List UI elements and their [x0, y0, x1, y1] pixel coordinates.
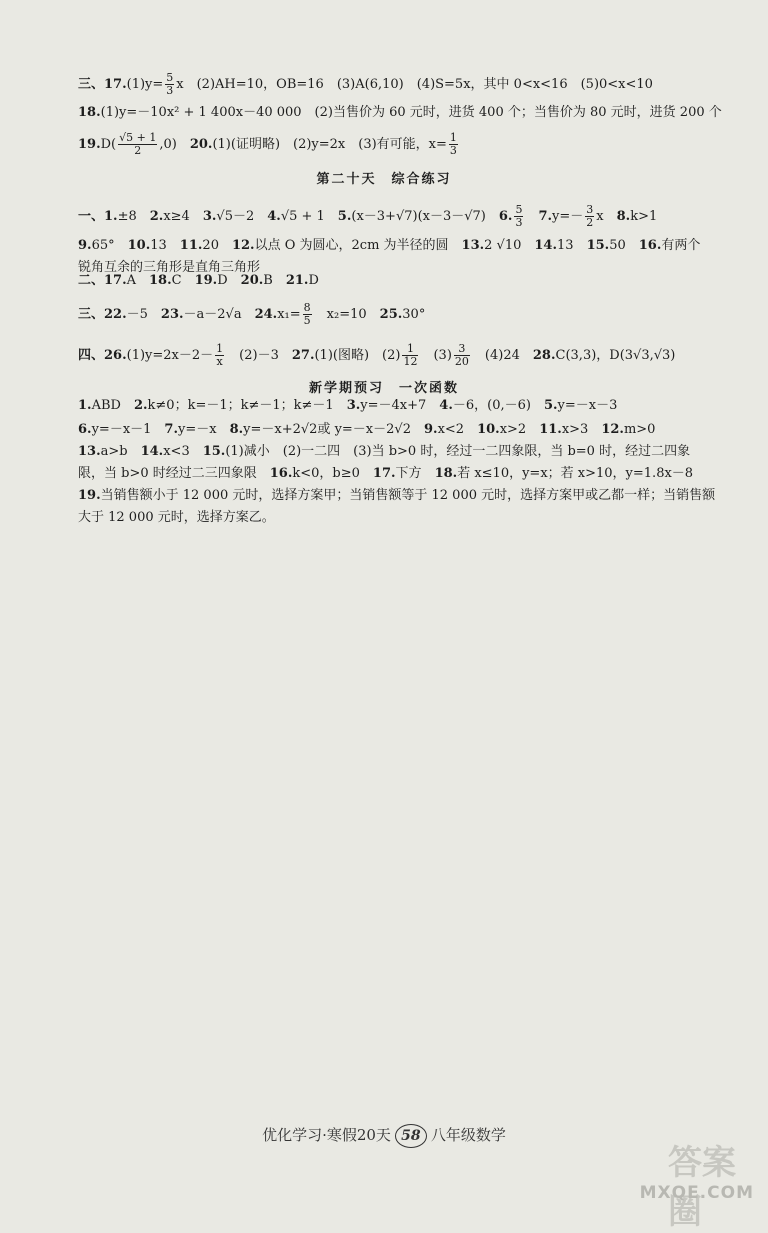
answer-line-p1-5: 1.ABD 2.k≠0；k=－1；k≠－1；k≠－1 3.y=－4x+7 4.－6，(0,－6) 5.y=－x－3 [78, 398, 618, 413]
fraction: $\frac{5}{3}$ [515, 203, 523, 229]
watermark-logo-text: 答案圈 [668, 1143, 736, 1232]
grade-subject: 八年级数学 [430, 1126, 506, 1144]
page-number: 58 [395, 1124, 427, 1148]
watermark-logo [639, 1135, 760, 1232]
fraction: $\frac{1}{x}$ [216, 342, 224, 368]
answer-line-18: 18.(1)y=－10x² + 1 400x－40 000 (2)当售价为 60 元时，进货 400 个；当售价为 80 元时，进货 200 个 [78, 105, 722, 120]
fraction: $\frac{3}{2}$ [586, 203, 594, 229]
fraction: $\frac{5}{3}$ [166, 71, 174, 97]
answer-line-9-16: 9.65° 10.13 11.20 12.以点 O 为圆心，2cm 为半径的圆 13.2 √10 14.13 15.50 16.有两个 [78, 238, 701, 253]
fraction: $\frac{8}{5}$ [303, 301, 311, 327]
watermark-site-text: MXQE.COM [639, 1183, 754, 1203]
answer-line-p13-15: 13.a>b 14.x<3 15.(1)减小 (2)一二四 (3)当 b>0 时，经过一二四象限，当 b=0 时，经过二四象 [78, 444, 691, 459]
answer-line-17-21: 二、17.A 18.C 19.D 20.B 21.D [78, 273, 319, 288]
fraction: $\frac{1}{3}$ [449, 131, 457, 157]
answer-line-22-25: 三、22.－5 23.－a－2√a 24.x₁= $\frac{8}{5}$ x₂=10 25.30° [78, 301, 426, 327]
answer-line-p6-12: 6.y=－x－1 7.y=－x 8.y=－x+2√2或 y=－x－2√2 9.x<2 10.x>2 11.x>3 12.m>0 [78, 422, 656, 437]
answer-line-16-cont: 锐角互余的三角形是直角三角形 [78, 260, 261, 275]
section-heading-preview: 新学期预习 一次函数 [308, 381, 459, 396]
answer-line-p19-cont: 大于 12 000 元时，选择方案乙。 [78, 510, 275, 525]
answer-line-26-28: 四、26.(1)y=2x－2－ $\frac{1}{x}$ (2)－3 27.(1)(图略) (2) $\frac{1}{12}$ (3) $\frac{3}{20}$ (4)24 28.C(3,3)，D(3√3,√3) [78, 342, 676, 368]
answer-line-17: 三、17.(1)y= $\frac{5}{3}$ x (2)AH=10，OB=16 (3)A(6,10) (4)S=5x，其中 0<x<16 (5)0<x<10 [78, 71, 653, 97]
section-heading-day20: 第二十天 综合练习 [316, 172, 452, 187]
answer-line-p15-18: 限，当 b>0 时经过二三四象限 16.k<0，b≥0 17.下方 18.若 x≤10，y=x；若 x>10，y=1.8x－8 [78, 466, 694, 481]
answer-line-1-8: 一、1.±8 2.x≥4 3.√5－2 4.√5 + 1 5.(x－3+√7)(x－3－√7) 6. $\frac{5}{3}$ 7.y=－ $\frac{3}{2}$ x 8.k>1 [78, 203, 658, 229]
page-footer [0, 1124, 768, 1148]
fraction: $\frac{√5 + 1}{2}$ [119, 131, 157, 157]
fraction: $\frac{1}{12}$ [403, 342, 418, 368]
answer-line-19-20: 19.D( $\frac{√5 + 1}{2}$ ,0) 20.(1)(证明略) (2)y=2x (3)有可能，x= $\frac{1}{3}$ [78, 131, 457, 157]
fraction: $\frac{3}{20}$ [454, 342, 469, 368]
answer-line-p19: 19.当销售额小于 12 000 元时，选择方案甲；当销售额等于 12 000 元时，选择方案甲或乙都一样；当销售额 [78, 488, 716, 503]
book-title: 优化学习·寒假20天 [262, 1126, 391, 1144]
